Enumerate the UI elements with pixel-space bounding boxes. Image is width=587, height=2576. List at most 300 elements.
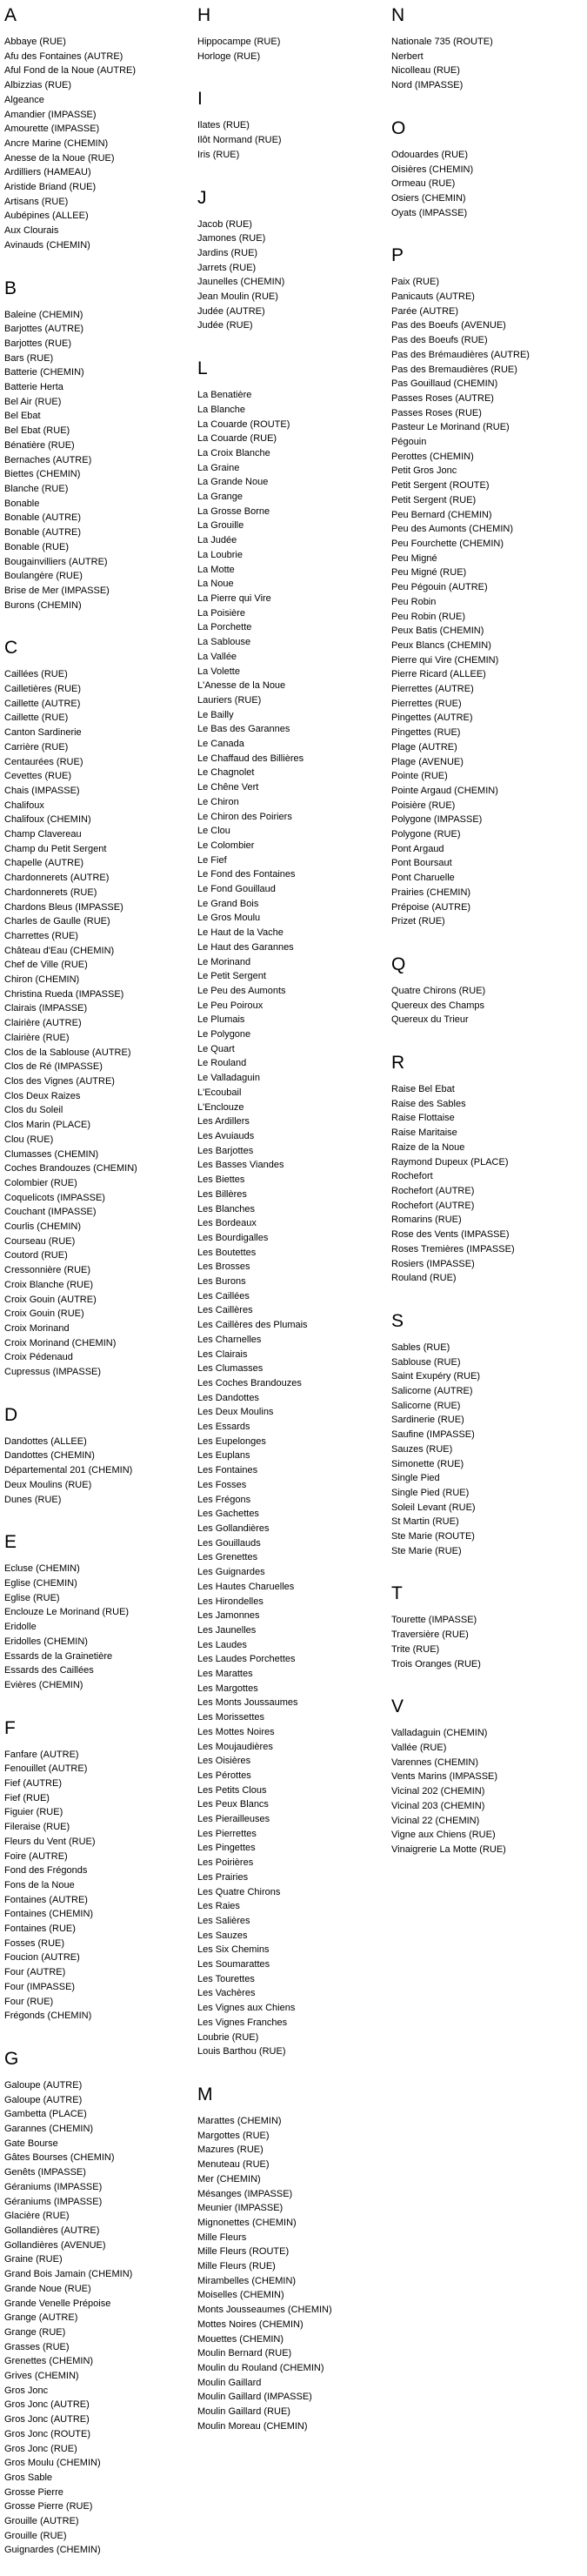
section-letter-heading: M	[197, 2084, 213, 2104]
street-entry: La Sablouse	[197, 637, 251, 648]
street-entry: Rose des Vents (IMPASSE)	[391, 1229, 510, 1241]
street-entry: Les Mottes Noires	[197, 1726, 275, 1737]
street-entry: Valladaguin (CHEMIN)	[391, 1728, 488, 1739]
street-entry: Lauriers (RUE)	[197, 694, 262, 706]
street-entry: Les Ardillers	[197, 1116, 250, 1127]
street-entry: Prizet (RUE)	[391, 916, 445, 927]
street-entry: Fileraise (RUE)	[4, 1822, 70, 1833]
street-entry: Quereux du Trieur	[391, 1014, 469, 1026]
street-entry: Pingettes (AUTRE)	[391, 713, 473, 724]
section-letter-heading: O	[391, 117, 406, 138]
letter-section-O	[391, 117, 584, 221]
street-entry: Salicorne (RUE)	[391, 1400, 461, 1411]
street-entry: Chiron (CHEMIN)	[4, 974, 80, 986]
street-entry: Margottes (RUE)	[197, 2130, 270, 2141]
street-entry: Dandottes (CHEMIN)	[4, 1450, 95, 1462]
section-letter-heading: R	[391, 1053, 405, 1074]
street-entry: Raise Bel Ebat	[391, 1084, 455, 1095]
street-entry: Burons (CHEMIN)	[4, 599, 82, 611]
street-entry: Raise Maritaise	[391, 1127, 457, 1139]
street-entry: La Pierre qui Vire	[197, 592, 271, 604]
letter-section-A	[4, 4, 192, 253]
street-entry: Quatre Chirons (RUE)	[391, 985, 486, 996]
section-letter-heading: L	[197, 358, 208, 379]
street-entry: Barjottes (RUE)	[4, 338, 72, 349]
street-entry: Chais (IMPASSE)	[4, 785, 80, 796]
street-entry: Bel Ebat	[4, 411, 41, 422]
street-entry: Pingettes (RUE)	[391, 727, 461, 739]
street-entry: Monts Jousseaumes (CHEMIN)	[197, 2305, 332, 2316]
street-entry: Les Hirondelles	[197, 1596, 263, 1607]
street-entry: Les Clairais	[197, 1348, 248, 1360]
street-entry: Ste Marie (ROUTE)	[391, 1531, 475, 1542]
street-entry: Fief (AUTRE)	[4, 1778, 62, 1790]
street-entry: Afu des Fontaines (AUTRE)	[4, 50, 123, 62]
street-entry: Mille Fleurs (ROUTE)	[197, 2246, 290, 2258]
street-entry: Peu des Aumonts (CHEMIN)	[391, 524, 513, 535]
street-entry: Peu Robin	[391, 596, 437, 607]
street-entry: Algeance	[4, 94, 44, 105]
street-entry: Pont Boursaut	[391, 858, 452, 869]
index-column-right	[391, 0, 584, 1857]
street-entry: Boulangère (RUE)	[4, 571, 83, 582]
street-entry: Fief (RUE)	[4, 1792, 50, 1803]
street-entry: Soleil Levant (RUE)	[391, 1502, 476, 1513]
section-letter-heading: Q	[391, 953, 406, 974]
street-entry: Le Canada	[197, 739, 244, 750]
street-entry: Château d'Eau (CHEMIN)	[4, 945, 115, 956]
street-entry: Pas des Boeufs (AVENUE)	[391, 320, 506, 331]
street-entry: Raymond Dupeux (PLACE)	[391, 1156, 509, 1168]
street-entry: Enclouze Le Morinand (RUE)	[4, 1607, 130, 1618]
street-entry: Clos des Vignes (AUTRE)	[4, 1076, 115, 1087]
street-entry: Rochefort (AUTRE)	[391, 1186, 475, 1196]
street-entry: Bonable	[4, 498, 40, 509]
street-entry: Salicorne (AUTRE)	[391, 1386, 473, 1397]
street-entry: Les Barjottes	[197, 1145, 254, 1156]
street-entry: Single Pied (RUE)	[391, 1487, 470, 1498]
street-entry: Four (RUE)	[4, 1996, 54, 2007]
letter-section-T	[391, 1582, 584, 1671]
street-entry: Les Avuiauds	[197, 1131, 255, 1141]
street-entry: Fanfare (AUTRE)	[4, 1749, 79, 1760]
letter-section-J	[197, 187, 388, 334]
street-entry: Aux Clourais	[4, 225, 59, 237]
street-entry: Centaurées (RUE)	[4, 756, 83, 767]
street-entry: Les Morissettes	[197, 1712, 265, 1723]
street-entry: Menuteau (RUE)	[197, 2159, 270, 2171]
street-entry: Bougainvilliers (AUTRE)	[4, 556, 108, 567]
street-entry: Nord (IMPASSE)	[391, 80, 464, 91]
street-entry: Le Peu des Aumonts	[197, 985, 286, 996]
street-entry: Bernaches (AUTRE)	[4, 454, 92, 465]
street-entry: Foucion (AUTRE)	[4, 1952, 80, 1964]
street-entry: Grande Noue (RUE)	[4, 2283, 91, 2294]
street-entry: Clos de la Sablouse (AUTRE)	[4, 1047, 131, 1058]
section-letter-heading: V	[391, 1696, 404, 1717]
street-entry: Clairière (RUE)	[4, 1032, 70, 1043]
street-entry: Les Margottes	[197, 1683, 258, 1694]
street-entry: Peu Pégouin (AUTRE)	[391, 582, 488, 593]
street-entry: Peu Migné (RUE)	[391, 567, 467, 579]
street-entry: Sauzes (RUE)	[391, 1443, 453, 1455]
street-entry: Gambetta (PLACE)	[4, 2109, 87, 2120]
street-entry: La Couarde (ROUTE)	[197, 418, 290, 430]
street-entry: L'Ecoubail	[197, 1087, 242, 1098]
street-entry: Chardonnerets (RUE)	[4, 887, 97, 898]
street-entry: Ardilliers (HAMEAU)	[4, 167, 91, 178]
street-entry: Les Essards	[197, 1422, 250, 1433]
index-column-middle	[197, 0, 388, 2433]
street-entry: Le Colombier	[197, 840, 255, 851]
street-entry: Deux Moulins (RUE)	[4, 1479, 92, 1490]
letter-section-E	[4, 1531, 192, 1692]
street-entry: Les Frégons	[197, 1494, 251, 1505]
street-entry: Les Dandottes	[197, 1392, 259, 1403]
street-entry: La Blanche	[197, 404, 246, 415]
street-entry: Les Salières	[197, 1915, 250, 1926]
street-entry: Charrettes (RUE)	[4, 930, 78, 941]
street-entry: Ilôt Normand (RUE)	[197, 135, 282, 146]
street-entry: Jean Moulin (RUE)	[197, 291, 278, 303]
street-entry: Gros Moulu (CHEMIN)	[4, 2458, 101, 2469]
letter-section-I	[197, 88, 388, 162]
letter-section-C	[4, 637, 192, 1379]
street-entry: Trite (RUE)	[391, 1643, 440, 1655]
street-entry: Single Pied	[391, 1473, 440, 1484]
letter-section-L	[197, 358, 388, 2059]
letter-section-F	[4, 1717, 192, 2024]
section-letter-heading: J	[197, 187, 207, 208]
street-entry: La Motte	[197, 564, 235, 575]
street-entry: Avinauds (CHEMIN)	[4, 239, 90, 251]
street-entry: Les Peux Blancs	[197, 1799, 269, 1810]
street-entry: Chalifoux	[4, 800, 44, 811]
street-entry: Aristide Briand (RUE)	[4, 182, 97, 193]
street-entry: Le Chiron des Poiriers	[197, 811, 292, 822]
street-entry: Le Fief	[197, 854, 227, 866]
street-entry: Cupressus (IMPASSE)	[4, 1367, 102, 1378]
street-entry: Moulin Gaillard	[197, 2377, 262, 2388]
street-entry: Eridolles (CHEMIN)	[4, 1636, 88, 1647]
street-entry: Bonable (AUTRE)	[4, 527, 82, 539]
street-entry: Peu Bernard (CHEMIN)	[391, 509, 492, 520]
street-entry: Les Jamonnes	[197, 1610, 260, 1622]
street-entry: Plage (AVENUE)	[391, 756, 464, 767]
street-entry: Traversière (RUE)	[391, 1629, 469, 1641]
street-entry: Jaunelles (CHEMIN)	[197, 277, 285, 288]
street-entry: Saint Exupéry (RUE)	[391, 1371, 481, 1382]
street-entry: Rosiers (IMPASSE)	[391, 1258, 475, 1269]
street-entry: St Martin (RUE)	[391, 1516, 459, 1528]
street-entry: Pont Charuelle	[391, 873, 455, 884]
street-entry: Prépoise (AUTRE)	[391, 901, 471, 913]
street-entry: Abbaye (RUE)	[4, 37, 66, 47]
street-entry: Les Fontaines	[197, 1465, 258, 1476]
street-entry: Ilates (RUE)	[197, 120, 250, 131]
street-entry: Les Moujaudières	[197, 1741, 273, 1752]
street-entry: Simonette (RUE)	[391, 1458, 464, 1469]
street-entry: Galoupe (AUTRE)	[4, 2079, 83, 2091]
street-entry: La Grouille	[197, 520, 244, 532]
street-entry: Artisans (RUE)	[4, 196, 69, 207]
street-entry: Evières (CHEMIN)	[4, 1679, 83, 1690]
street-entry: Grosse Pierre	[4, 2486, 63, 2498]
street-entry: Clos du Soleil	[4, 1105, 63, 1116]
street-entry: Les Euplans	[197, 1450, 250, 1462]
street-entry: Christina Rueda (IMPASSE)	[4, 988, 124, 1000]
street-entry: Clou (RUE)	[4, 1134, 54, 1145]
street-entry: Eridolle	[4, 1622, 37, 1633]
street-entry: Four (AUTRE)	[4, 1967, 66, 1978]
letter-section-V	[391, 1696, 584, 1857]
street-entry: Roses Tremières (IMPASSE)	[391, 1243, 515, 1255]
street-entry: Gros Jonc (RUE)	[4, 2443, 77, 2454]
street-entry: Jacob (RUE)	[197, 218, 252, 230]
street-entry: Les Six Chemins	[197, 1944, 270, 1956]
letter-section-G	[4, 2048, 192, 2558]
street-entry: La Grange	[197, 492, 243, 503]
section-letter-heading: D	[4, 1404, 18, 1425]
street-entry: Les Burons	[197, 1276, 246, 1288]
street-entry: Les Blanches	[197, 1203, 256, 1214]
street-entry: La Noue	[197, 579, 234, 590]
street-entry: Barjottes (AUTRE)	[4, 324, 84, 335]
index-column-left	[4, 0, 192, 2558]
street-entry: Judée (AUTRE)	[197, 305, 265, 317]
street-entry: Peu Robin (RUE)	[391, 611, 465, 622]
letter-section-R	[391, 1052, 584, 1286]
street-entry: Les Caillères	[197, 1305, 253, 1316]
street-entry: Les Vachères	[197, 1988, 256, 1999]
street-entry: Gros Jonc (ROUTE)	[4, 2428, 91, 2439]
street-entry: Le Chêne Vert	[197, 782, 259, 793]
street-entry: Les Soumarattes	[197, 1959, 270, 1970]
section-letter-heading: F	[4, 1717, 16, 1738]
street-entry: Le Polygone	[197, 1029, 251, 1040]
street-entry: Les Quatre Chirons	[197, 1886, 281, 1897]
street-entry: Perottes (CHEMIN)	[391, 451, 474, 462]
street-entry: Les Caillères des Plumais	[197, 1320, 308, 1331]
street-entry: Charles de Gaulle (RUE)	[4, 916, 110, 927]
street-entry: Grouille (AUTRE)	[4, 2516, 79, 2527]
section-letter-heading: I	[197, 89, 203, 110]
street-entry: Le Bailly	[197, 709, 234, 720]
street-entry: Les Basses Viandes	[197, 1160, 284, 1171]
street-entry: Louis Barthou (RUE)	[197, 2046, 286, 2057]
street-entry: Mésanges (IMPASSE)	[197, 2188, 293, 2199]
street-entry: Cailletières (RUE)	[4, 684, 82, 695]
street-entry: Les Poirières	[197, 1857, 254, 1869]
street-entry: Rouland (RUE)	[391, 1273, 457, 1284]
street-entry: Polygone (RUE)	[391, 829, 461, 840]
street-entry: Champ Clavereau	[4, 829, 82, 840]
street-entry: Les Eupelonges	[197, 1435, 266, 1447]
street-entry: Rochefort	[391, 1171, 433, 1182]
street-entry: Clumasses (CHEMIN)	[4, 1148, 99, 1160]
street-entry: Croix Gouin (AUTRE)	[4, 1294, 97, 1305]
street-entry: Les Raies	[197, 1901, 240, 1912]
street-entry: Essards de la Grainetière	[4, 1650, 113, 1662]
section-letter-heading: B	[4, 278, 17, 298]
street-entry: Croix Morinand	[4, 1322, 70, 1334]
street-entry: Nerbert	[391, 50, 424, 62]
street-entry: Pont Argaud	[391, 843, 444, 854]
street-entry: Parée (AUTRE)	[391, 305, 459, 317]
street-entry: Les Pérottes	[197, 1770, 251, 1781]
street-entry: Les Coches Brandouzes	[197, 1377, 302, 1388]
letter-section-P	[391, 244, 584, 929]
street-entry: Prairies (CHEMIN)	[391, 887, 471, 898]
street-entry: Vicinal 22 (CHEMIN)	[391, 1815, 480, 1826]
street-entry: Fons de la Noue	[4, 1879, 75, 1890]
section-letter-heading: T	[391, 1583, 403, 1604]
street-entry: Poisière (RUE)	[391, 800, 456, 811]
street-entry: Cevettes (RUE)	[4, 771, 72, 782]
street-entry: Les Gachettes	[197, 1509, 259, 1520]
street-entry: Chapelle (AUTRE)	[4, 858, 84, 869]
street-entry: Ormeau (RUE)	[391, 178, 456, 190]
street-entry: Mer (CHEMIN)	[197, 2173, 261, 2185]
street-entry: Mignonettes (CHEMIN)	[197, 2217, 297, 2228]
street-entry: Canton Sardinerie	[4, 727, 82, 739]
street-entry: Glacière (RUE)	[4, 2211, 70, 2222]
street-entry: Bonable (RUE)	[4, 541, 69, 552]
street-entry: Four (IMPASSE)	[4, 1981, 76, 1992]
street-entry: La Croix Blanche	[197, 447, 270, 458]
street-entry: Moulin Gaillard (IMPASSE)	[197, 2392, 312, 2403]
street-entry: Vigne aux Chiens (RUE)	[391, 1830, 496, 1841]
street-entry: Le Chaffaud des Billières	[197, 753, 304, 764]
street-entry: Nicolleau (RUE)	[391, 65, 460, 77]
street-entry: Foire (AUTRE)	[4, 1850, 68, 1862]
street-entry: Départemental 201 (CHEMIN)	[4, 1465, 133, 1476]
street-entry: Moulin du Rouland (CHEMIN)	[197, 2362, 324, 2373]
letter-section-B	[4, 278, 192, 613]
street-entry: Aubépines (ALLEE)	[4, 211, 89, 222]
street-entry: Jardins (RUE)	[197, 247, 258, 258]
street-entry: Les Oisières	[197, 1756, 251, 1767]
street-entry: Chef de Ville (RUE)	[4, 960, 88, 971]
street-entry: La Graine	[197, 462, 240, 473]
street-entry: Moulin Gaillard (RUE)	[197, 2406, 290, 2418]
street-entry: La Porchette	[197, 622, 252, 633]
street-entry: Peu Migné	[391, 552, 437, 564]
street-entry: Les Boutettes	[197, 1247, 257, 1258]
street-entry: Oisières (CHEMIN)	[391, 164, 474, 175]
street-entry: Fontaines (AUTRE)	[4, 1894, 88, 1905]
section-letter-heading: S	[391, 1310, 404, 1331]
street-entry: Figuier (RUE)	[4, 1807, 63, 1818]
street-entry: Grenettes (CHEMIN)	[4, 2356, 94, 2367]
street-entry: Amandier (IMPASSE)	[4, 109, 97, 120]
street-entry: Bel Ebat (RUE)	[4, 425, 70, 437]
street-entry: Les Pierailleuses	[197, 1814, 270, 1825]
street-entry: Varennes (CHEMIN)	[391, 1756, 479, 1768]
street-entry: Peux Blancs (CHEMIN)	[391, 639, 491, 651]
letter-section-N	[391, 4, 584, 93]
street-entry: Jamones (RUE)	[197, 233, 266, 244]
street-entry: Les Bourdigalles	[197, 1232, 269, 1243]
street-entry: Biettes (CHEMIN)	[4, 469, 81, 480]
section-letter-heading: E	[4, 1532, 17, 1553]
street-entry: Raize de la Noue	[391, 1141, 465, 1153]
street-entry: Bonable (AUTRE)	[4, 512, 82, 524]
street-entry: Pierrettes (RUE)	[391, 698, 462, 709]
street-entry: Moulin Bernard (RUE)	[197, 2348, 292, 2359]
street-entry: Le Fond des Fontaines	[197, 869, 296, 880]
street-entry: Caillette (RUE)	[4, 713, 69, 724]
street-entry: Le Rouland	[197, 1058, 247, 1069]
street-entry: Gâtes Bourses (CHEMIN)	[4, 2152, 115, 2164]
street-entry: Les Jaunelles	[197, 1624, 257, 1636]
street-entry: Pas des Boeufs (RUE)	[391, 335, 488, 346]
section-letter-heading: H	[197, 5, 211, 25]
street-entry: Passes Roses (AUTRE)	[391, 392, 494, 404]
street-entry: Aful Fond de la Noue (AUTRE)	[4, 65, 137, 77]
street-entry: Les Clumasses	[197, 1363, 263, 1375]
street-entry: Judée (RUE)	[197, 320, 253, 331]
street-entry: Les Biettes	[197, 1174, 245, 1186]
street-entry: Les Prairies	[197, 1871, 249, 1883]
street-entry: Chalifoux (CHEMIN)	[4, 814, 91, 826]
street-entry: Genêts (IMPASSE)	[4, 2167, 86, 2178]
street-entry: Hippocampe (RUE)	[197, 37, 281, 47]
street-entry: Polygone (IMPASSE)	[391, 814, 483, 826]
street-entry: Le Bas des Garannes	[197, 724, 290, 735]
street-entry: Les Vignes aux Chiens	[197, 2003, 296, 2014]
street-entry: Pointe (RUE)	[391, 771, 448, 782]
street-entry: Essards des Caillées	[4, 1665, 94, 1676]
street-entry: Chardons Bleus (IMPASSE)	[4, 901, 123, 913]
street-entry: Les Guignardes	[197, 1567, 265, 1578]
street-entry: Fleurs du Vent (RUE)	[4, 1836, 96, 1847]
street-entry: Brise de Mer (IMPASSE)	[4, 585, 110, 596]
street-entry: Romarins (RUE)	[391, 1214, 462, 1226]
street-entry: Chardonnerets (AUTRE)	[4, 873, 110, 884]
street-entry: La Couarde (RUE)	[197, 433, 277, 445]
street-entry: Clairière (AUTRE)	[4, 1018, 82, 1029]
street-entry: Les Tourettes	[197, 1973, 255, 1984]
street-entry: Les Billères	[197, 1188, 247, 1200]
street-entry: Géraniums (IMPASSE)	[4, 2196, 103, 2207]
street-entry: Panicauts (AUTRE)	[391, 291, 475, 303]
street-entry: Caillées (RUE)	[4, 669, 68, 680]
street-entry: Le Chiron	[197, 796, 239, 807]
street-entry: Le Petit Sergent	[197, 971, 266, 982]
letter-section-S	[391, 1310, 584, 1559]
street-entry: Oyats (IMPASSE)	[391, 207, 468, 218]
street-entry: Vallée (RUE)	[391, 1742, 447, 1753]
street-entry: Grouille (RUE)	[4, 2530, 67, 2541]
street-entry: Bars (RUE)	[4, 352, 54, 364]
street-entry: Croix Morinand (CHEMIN)	[4, 1337, 117, 1348]
street-entry: Frégonds (CHEMIN)	[4, 2011, 92, 2022]
street-entry: Pierre Ricard (ALLEE)	[391, 669, 486, 680]
street-entry: Fond des Frégonds	[4, 1865, 88, 1877]
street-entry: Les Gouillauds	[197, 1537, 261, 1549]
street-entry: Mirambelles (CHEMIN)	[197, 2275, 297, 2286]
street-entry: Odouardes (RUE)	[391, 149, 469, 160]
street-entry: Les Sauzes	[197, 1930, 248, 1941]
street-entry: La Grosse Borne	[197, 505, 270, 517]
letter-section-Q	[391, 953, 584, 1027]
street-entry: Le Clou	[197, 826, 230, 837]
street-entry: Quereux des Champs	[391, 1000, 484, 1011]
street-entry: Nationale 735 (ROUTE)	[391, 37, 493, 47]
street-entry: Le Gros Moulu	[197, 913, 261, 924]
street-entry: Les Fosses	[197, 1479, 247, 1490]
